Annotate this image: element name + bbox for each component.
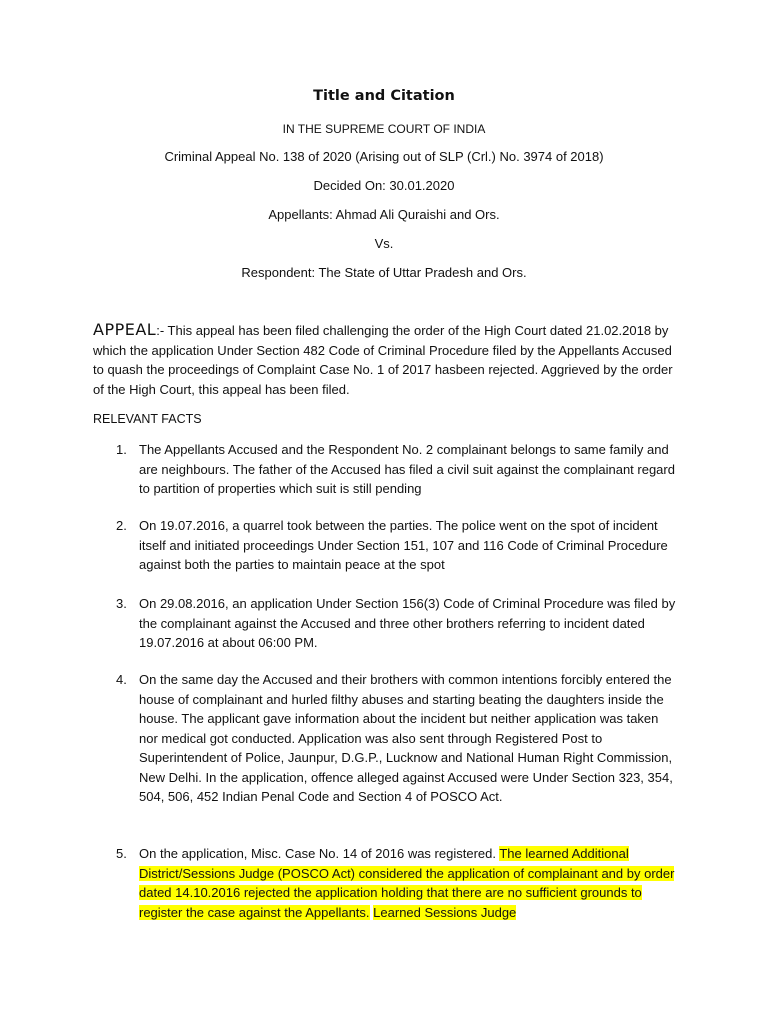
- list-item-number: 3.: [116, 596, 127, 611]
- appeal-lead: APPEAL: [93, 320, 157, 339]
- decided-on: Decided On: 30.01.2020: [313, 178, 455, 193]
- highlighted-text: The learned Additional District/Sessions Judge (POSCO Act) considered the application of complainant and by order dated 14.10.2016 rejected the application holding that there are no sufficient grounds to register the case against the Appellants.: [139, 846, 675, 920]
- document-title: Title and Citation: [313, 88, 455, 104]
- list-item-text-plain: On the application, Misc. Case No. 14 of 2016 was registered.: [139, 846, 500, 861]
- appeal-paragraph: [93, 320, 683, 399]
- highlighted-text: Learned Sessions Judge: [373, 904, 517, 920]
- list-item-number: 4.: [116, 672, 127, 687]
- appeal-text: This appeal has been filed challenging the order of the High Court dated 21.02.2018 by which the application Under Section 482 Code of Criminal Procedure filed by the Appellants Accused to quash the proceedings of Complaint Case No. 1 of 2017 hasbeen rejected. Aggrieved by the order of the High Court, this appeal has been filed.: [93, 323, 673, 397]
- list-item-number: 5.: [116, 846, 127, 861]
- list-item-text: On 29.08.2016, an application Under Section 156(3) Code of Criminal Procedure was filed by the complainant against the Accused and three other brothers referring to incident dated 19.07.2016 at about 06:00 PM.: [139, 596, 676, 650]
- list-item-text: [139, 844, 679, 922]
- appellants: Appellants: Ahmad Ali Quraishi and Ors.: [268, 207, 500, 222]
- list-item-text: On the same day the Accused and their brothers with common intentions forcibly entered the house of complainant and hurled filthy abuses and starting beating the daughters inside the house. The applicant gave information about the incident but neither application was taken nor medical got conducted. Application was also sent through Registered Post to Superintendent of Police, Jaunpur, D.G.P., Lucknow and National Human Right Commission, New Delhi. In the application, offence alleged against Accused were Under Section 323, 354, 504, 506, 452 Indian Penal Code and Section 4 of POSCO Act.: [139, 672, 673, 804]
- list-item-text: The Appellants Accused and the Respondent No. 2 complainant belongs to same family and are neighbours. The father of the Accused has filed a civil suit against the complainant regard to partition of properties which suit is still pending: [139, 442, 675, 496]
- respondent: Respondent: The State of Uttar Pradesh and Ors.: [241, 265, 527, 280]
- list-item-text: On 19.07.2016, a quarrel took between the parties. The police went on the spot of incident itself and initiated proceedings Under Section 151, 107 and 116 Code of Criminal Procedure against both the parties to maintain peace at the spot: [139, 518, 668, 572]
- relevant-facts-heading: RELEVANT FACTS: [93, 412, 202, 426]
- case-number: Criminal Appeal No. 138 of 2020 (Arising out of SLP (Crl.) No. 3974 of 2018): [164, 149, 604, 164]
- list-item-number: 1.: [116, 442, 127, 457]
- list-item-number: 2.: [116, 518, 127, 533]
- court-name: IN THE SUPREME COURT OF INDIA: [282, 122, 486, 136]
- appeal-separator: :-: [156, 323, 168, 338]
- versus: Vs.: [374, 236, 394, 251]
